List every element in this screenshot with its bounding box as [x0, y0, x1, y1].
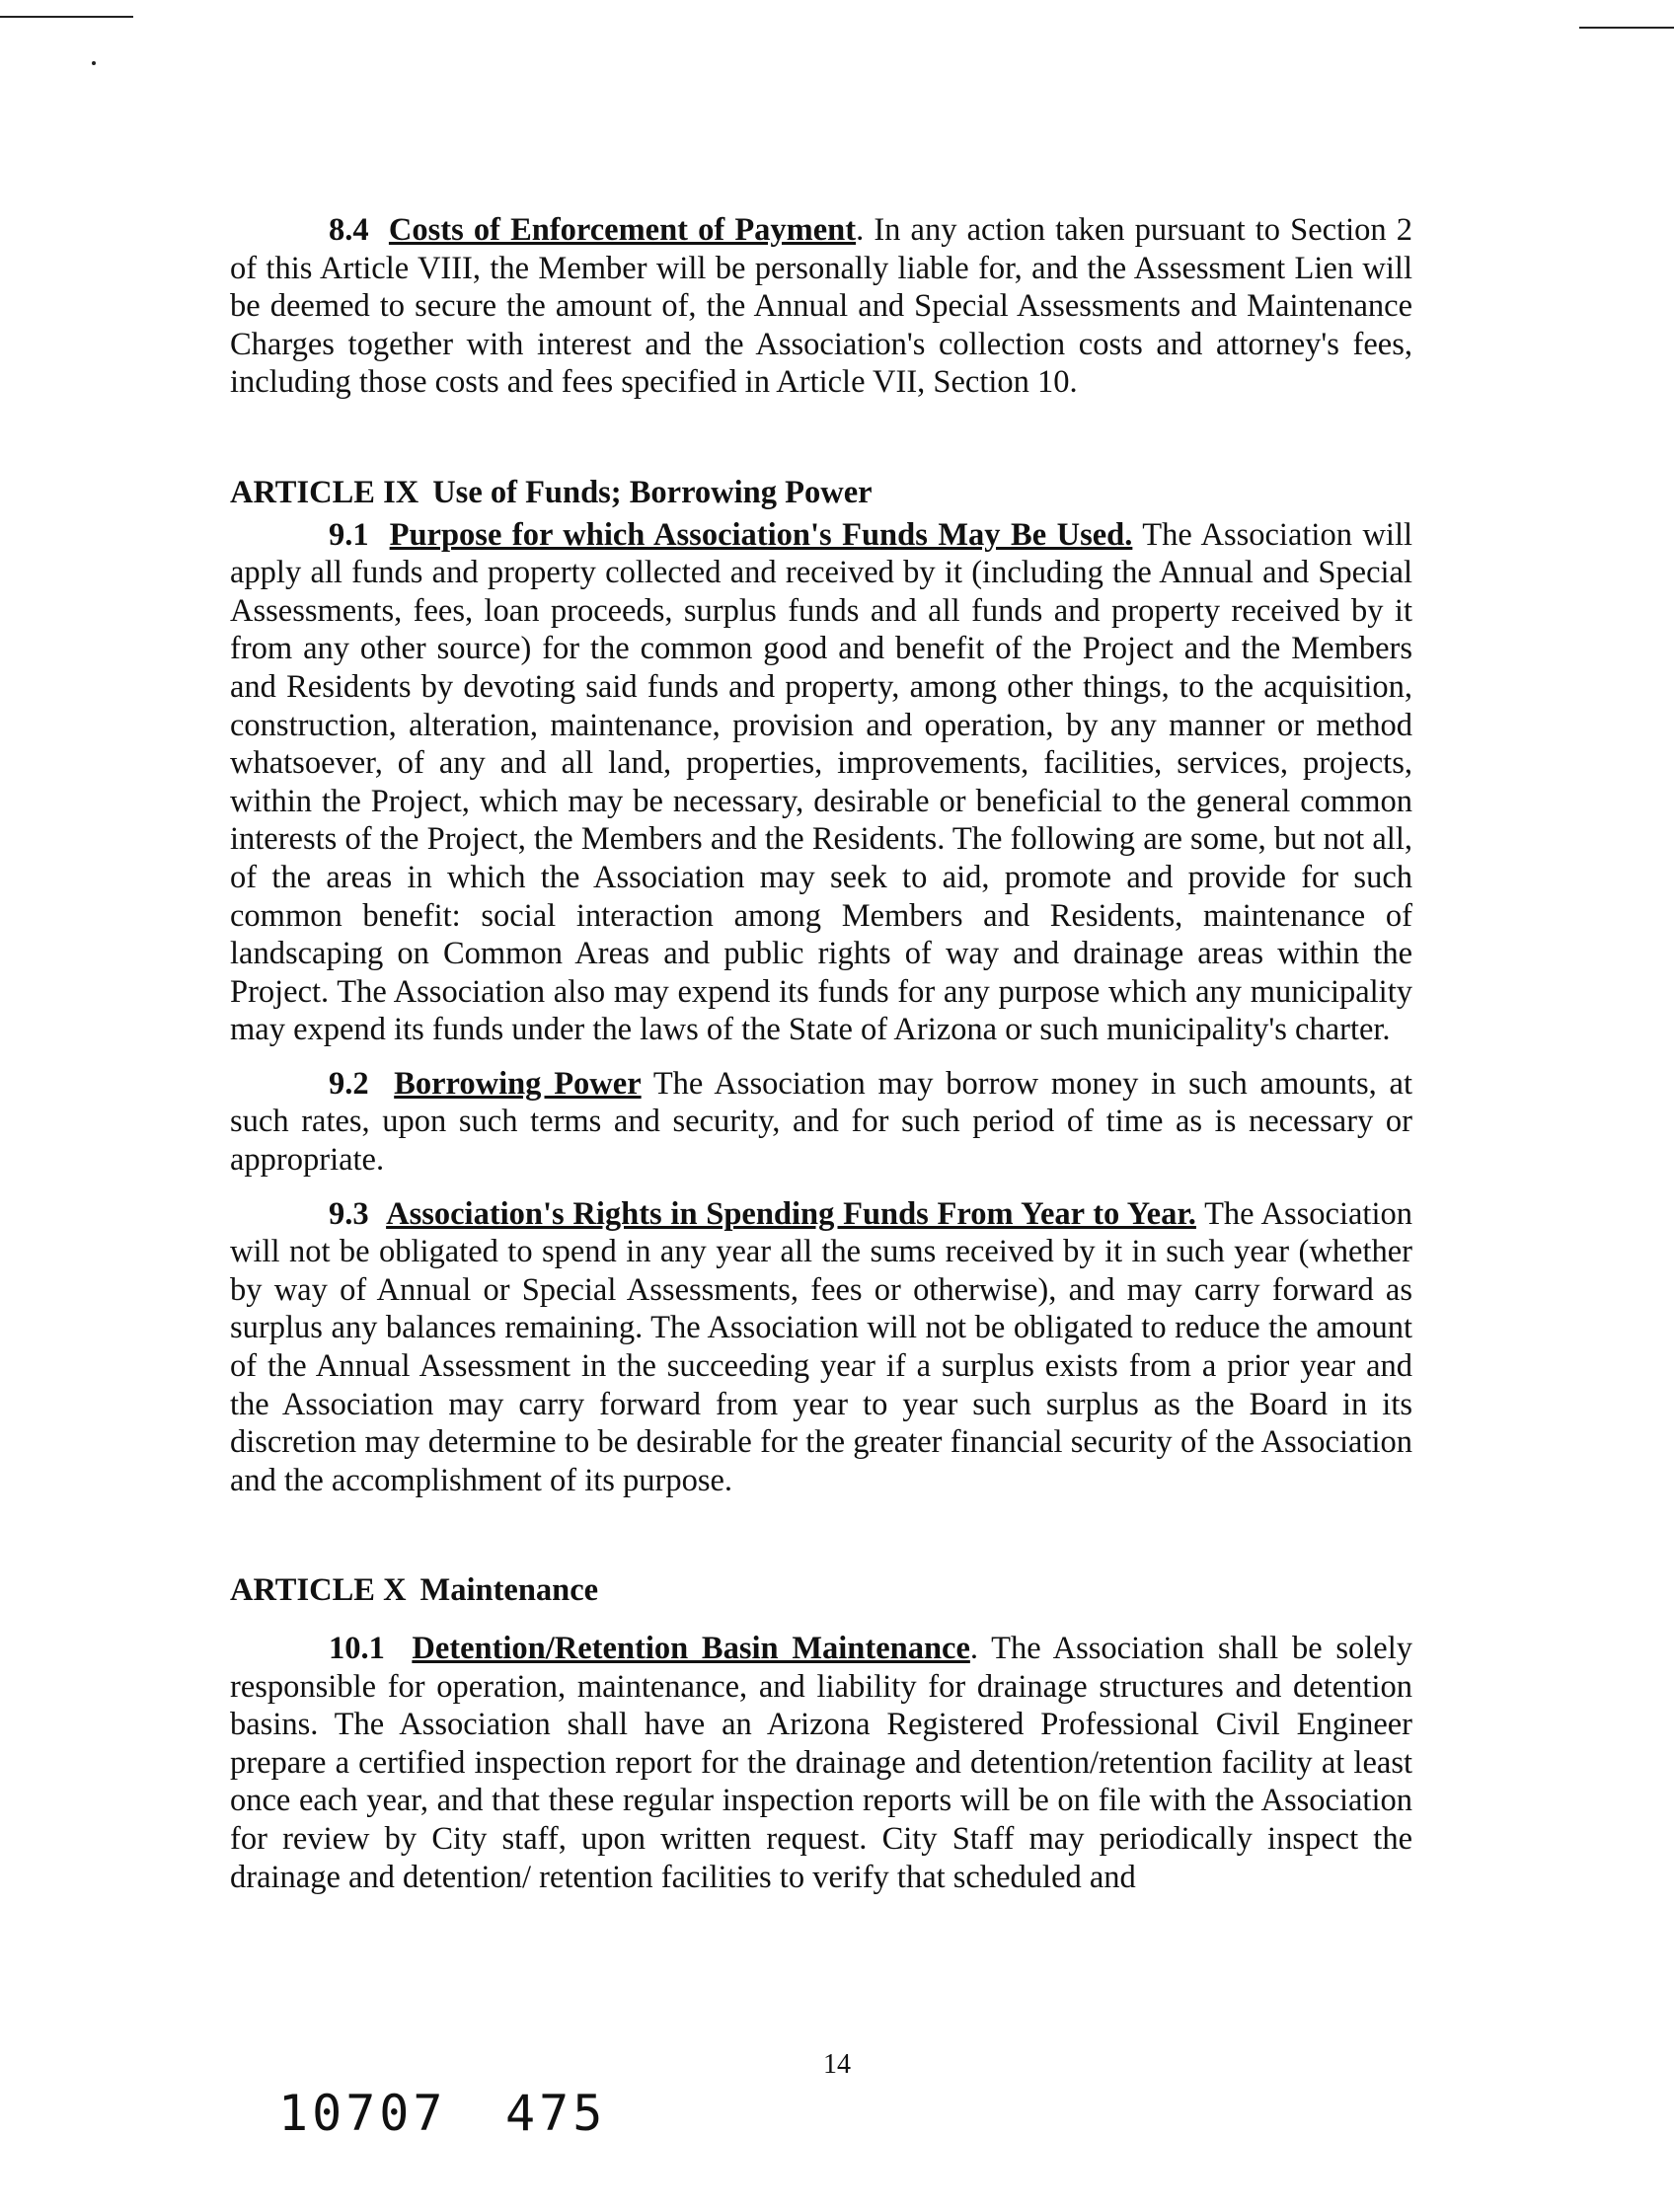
section-title: Costs of Enforcement of Payment: [388, 212, 857, 248]
section-title: Association's Rights in Spending Funds From Year to Year.: [386, 1195, 1196, 1232]
scan-speck: [92, 61, 96, 65]
article-title: Use of Funds; Borrowing Power: [432, 474, 873, 510]
section-10-1: [230, 1630, 1412, 1896]
article-title: Maintenance: [419, 1572, 599, 1609]
article-label: ARTICLE X: [230, 1572, 407, 1609]
section-number: 10.1: [329, 1631, 385, 1666]
section-9-1: [230, 516, 1412, 1049]
section-title: Borrowing Power: [394, 1065, 642, 1102]
article-ix-heading: [230, 474, 1412, 512]
document-body: [230, 211, 1412, 1896]
article-x-heading: [230, 1571, 1412, 1610]
scan-mark-top-left: [0, 16, 133, 18]
page-number: 14: [823, 2049, 851, 2080]
section-title: Purpose for which Association's Funds May Be Used.: [389, 516, 1133, 553]
section-title: Detention/Retention Basin Maintenance: [412, 1631, 970, 1666]
recording-stamp-page: 475: [505, 2085, 607, 2142]
scan-mark-top-right: [1579, 27, 1674, 29]
section-9-2: [230, 1065, 1412, 1180]
section-number: 9.3: [329, 1195, 369, 1232]
section-number: 9.1: [329, 516, 369, 553]
section-8-4: [230, 211, 1412, 402]
section-number: 8.4: [329, 212, 369, 248]
recording-stamp-book: 10707: [278, 2085, 447, 2142]
section-number: 9.2: [329, 1065, 369, 1102]
section-body: The Association will not be obligated to spend in any year all the sums received by it in such year (whether by way of Annual or Special Assessments, fees or otherwise), and may carry forward as surplus any balances remaining. The Association will not be obligated to reduce the amount of the Annual Assessment in the succeeding year if a surplus exists from a prior year and the Association may carry forward from year to year such surplus as the Board in its discretion may determine to be desirable for the greater financial security of the Association and the accomplishment of its purpose.: [230, 1195, 1412, 1498]
article-label: ARTICLE IX: [230, 474, 419, 510]
section-body: The Association may borrow money in such amounts, at such rates, upon such terms and security, and for such period of time as is necessary or appropriate.: [230, 1065, 1412, 1179]
section-body: . In any action taken pursuant to Section 2 of this Article VIII, the Member will be personally liable for, and the Assessment Lien will be deemed to secure the amount of, the Annual and Special Assessments and Maintenance Charges together with interest and the Association's collection costs and attorney's fees, including those costs and fees specified in Article VII, Section 10.: [230, 212, 1413, 401]
section-9-3: [230, 1195, 1412, 1500]
section-body: . The Association shall be solely responsible for operation, maintenance, and liability for drainage structures and detention basins. The Association shall have an Arizona Registered Professional Civil Engineer prepare a certified inspection report for the drainage and detention/retention facility at least once each year, and that these regular inspection reports will be on file with the Association for review by City staff, upon written request. City Staff may periodically inspect the drainage and detention/ retention facilities to verify that scheduled and: [230, 1631, 1412, 1895]
section-body: The Association will apply all funds and property collected and received by it (including the Annual and Special Assessments, fees, loan proceeds, surplus funds and all funds and property received by it from any other source) for the common good and benefit of the Project and the Members and Residents by devoting said funds and property, among other things, to the acquisition, construction, alteration, maintenance, provision and operation, by any manner or method whatsoever, of any and all land, properties, improvements, facilities, services, projects, within the Project, which may be necessary, desirable or beneficial to the general common interests of the Project, the Members and the Residents. The following are some, but not all, of the areas in which the Association may seek to aid, promote and provide for such common benefit: social interaction among Members and Residents, maintenance of landscaping on Common Areas and public rights of way and drainage areas within the Project. The Association also may expend its funds for any purpose which any municipality may expend its funds under the laws of the State of Arizona or such municipality's charter.: [230, 516, 1413, 1048]
